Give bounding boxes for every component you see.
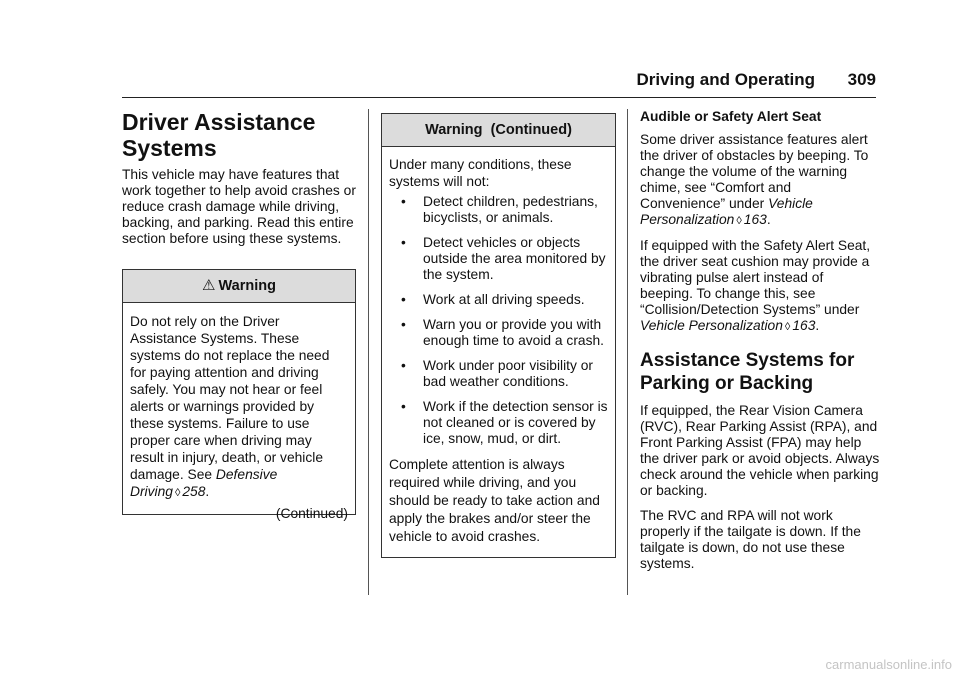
column-divider-right	[627, 109, 628, 595]
page-reference-icon: ◊	[736, 215, 742, 227]
reference-link-vehicle-personalization[interactable]: Vehicle Personalization	[640, 196, 813, 227]
warning-lead: Under many conditions, these systems will not:	[389, 157, 572, 189]
list-item: • Work at all driving speeds.	[401, 292, 585, 307]
section-heading: Driver Assistance Systems	[122, 109, 316, 161]
list-item: • Work under poor visibility or bad weather conditions.	[401, 358, 593, 389]
warning-box	[122, 269, 356, 521]
page-reference-icon: ◊	[174, 487, 181, 499]
continued-label: (Continued)	[275, 506, 348, 521]
list-item: • Detect vehicles or objects outside the area monitored by the system.	[401, 235, 606, 282]
paragraph-alert-volume: Some driver assistance features alert the driver of obstacles by beeping. To change the volume of the warning chime, see “Comfort and Convenience” under Vehicle Personalization ◊ 163.	[640, 132, 869, 227]
header-rule	[122, 97, 876, 98]
column-3	[640, 109, 880, 581]
warning-bullet-list	[389, 194, 608, 447]
paragraph-safety-alert-seat: If equipped with the Safety Alert Seat, the driver seat cushion may provide a vibrating pulse alert instead of beeping. To change this, see “Collision/Detection Systems” under Vehicle Personalization ◊ 163.	[640, 238, 871, 333]
warning-continued-box	[381, 113, 616, 558]
warning-closing: Complete attention is always required while driving, and you should be ready to take action and apply the brakes and/or steer the vehicle to avoid crashes.	[389, 457, 600, 544]
paragraph-tailgate: The RVC and RPA will not work properly if the tailgate is down. If the tailgate is down, do not use these systems.	[640, 508, 861, 571]
reference-page-258[interactable]: 258	[182, 484, 206, 499]
page-reference-icon: ◊	[784, 321, 791, 333]
watermark: carmanualsonline.info	[825, 657, 952, 672]
paragraph-parking-features: If equipped, the Rear Vision Camera (RVC), Rear Parking Assist (RPA), and Front Parking Assist (FPA) may help the driver park or avoid objects. Always check around the vehicle when parking or backing.	[640, 403, 880, 498]
warning-continued-body	[382, 147, 615, 554]
warning-continued-header: Warning (Continued)	[382, 114, 615, 147]
warning-header	[123, 270, 355, 303]
column-1	[122, 109, 356, 256]
column-divider-left	[368, 109, 369, 595]
list-item: • Warn you or provide you with enough time to avoid a crash.	[401, 317, 605, 348]
reference-page-163[interactable]: 163	[792, 318, 816, 333]
section-heading-parking: Assistance Systems for Parking or Backing	[640, 350, 855, 394]
intro-paragraph: This vehicle may have features that work together to help avoid crashes or reduce crash damage while driving, backing, and parking. Read this entire section before using these systems.	[122, 167, 356, 246]
list-item: • Detect children, pedestrians, bicyclists, or animals.	[401, 194, 598, 225]
warning-text: Do not rely on the Driver Assistance Systems. These systems do not replace the need for paying attention and driving safely. You may not hear or feel alerts or warnings provided by these systems. Failure to use proper care when driving may result in injury, death, or vehicle damage. See Defensive Driving ◊ 258.	[130, 314, 330, 499]
reference-link-vehicle-personalization[interactable]: Vehicle Personalization	[640, 318, 783, 333]
list-item: • Work if the detection sensor is not cleaned or is covered by ice, snow, mud, or dirt.	[401, 399, 608, 446]
warning-body	[123, 303, 355, 530]
warning-title: Warning	[218, 278, 276, 294]
warning-icon: ⚠	[202, 277, 216, 294]
reference-page-163[interactable]: 163	[743, 212, 767, 227]
subheading-audible-alert: Audible or Safety Alert Seat	[640, 109, 822, 124]
reference-link-defensive-driving[interactable]: Defensive Driving	[130, 467, 278, 499]
running-header-section: Driving and Operating	[636, 70, 815, 89]
page-number: 309	[847, 70, 876, 89]
